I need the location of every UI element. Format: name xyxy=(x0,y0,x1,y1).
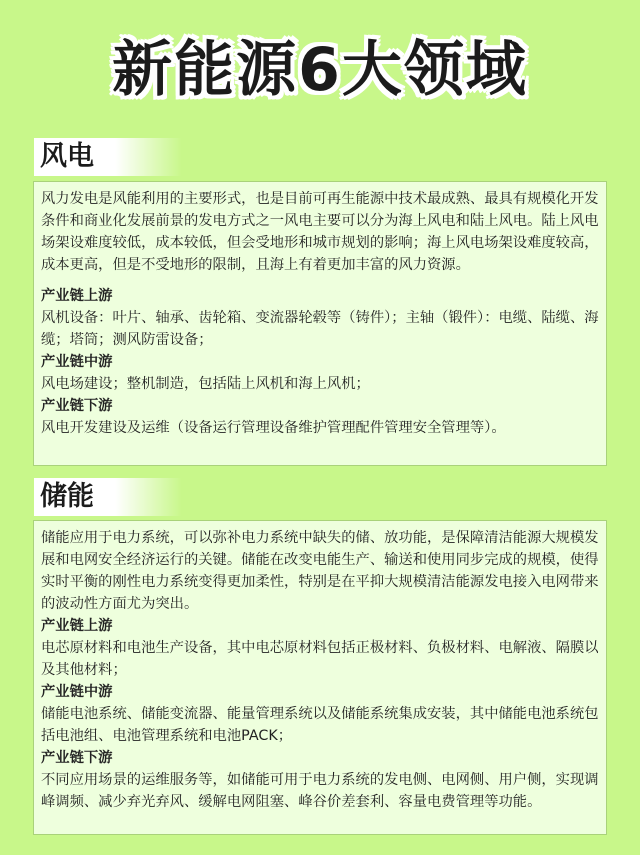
section-intro: 风力发电是风能利用的主要形式，也是目前可再生能源中技术最成熟、最具有规模化开发条件和商业化发展前景的发电方式之一风电主要可以分为海上风电和陆上风电。陆上风电场架设难度较低，成本较低，但会受地形和城市规划的影响；海上风电场架设难度较高，成本更高，但是不受地形的限制，且海上有着更加丰富的风力资源。 xyxy=(41,191,599,273)
chain-upstream-text: 电芯原材料和电池生产设备，其中电芯原材料包括正极材料、负极材料、电解液、隔膜以及其他材料； xyxy=(41,640,599,678)
chain-midstream-label: 产业链中游 xyxy=(41,354,113,370)
chain-midstream-text: 风电场建设；整机制造，包括陆上风机和海上风机； xyxy=(41,376,370,392)
chain-upstream-text: 风机设备：叶片、轴承、齿轮箱、变流器轮毂等（铸件）；主轴（锻件）：电缆、陆缆、海缆；塔筒；测风防雷设备； xyxy=(41,310,599,348)
chain-upstream-label: 产业链上游 xyxy=(41,618,113,634)
section-heading-wind: 风电 xyxy=(34,138,182,176)
section-intro: 储能应用于电力系统，可以弥补电力系统中缺失的储、放功能，是保障清洁能源大规模发展和电网安全经济运行的关键。储能在改变电能生产、输送和使用同步完成的规模，使得实时平衡的刚性电力系统变得更加柔性，特别是在平抑大规模清洁能源发电接入电网带来的波动性方面尤为突出。 xyxy=(41,530,599,612)
chain-downstream-text: 风电开发建设及运维（设备运行管理设备维护管理配件管理安全管理等）。 xyxy=(41,420,506,436)
page-title: 新能源6大领域 xyxy=(112,35,528,105)
chain-midstream-text: 储能电池系统、储能变流器、能量管理系统以及储能系统集成安装，其中储能电池系统包括电池组、电池管理系统和电池PACK； xyxy=(41,706,599,744)
chain-downstream-label: 产业链下游 xyxy=(41,398,113,414)
chain-midstream-label: 产业链中游 xyxy=(41,684,113,700)
section-card-storage xyxy=(33,520,607,835)
chain-upstream-label: 产业链上游 xyxy=(41,288,113,304)
section-heading-storage: 储能 xyxy=(34,478,182,516)
chain-downstream-text: 不同应用场景的运维服务等，如储能可用于电力系统的发电侧、电网侧、用户侧，实现调峰调频、减少弃光弃风、缓解电网阻塞、峰谷价差套利、容量电费管理等功能。 xyxy=(41,772,599,810)
chain-downstream-label: 产业链下游 xyxy=(41,750,113,766)
section-card-wind xyxy=(33,181,607,466)
